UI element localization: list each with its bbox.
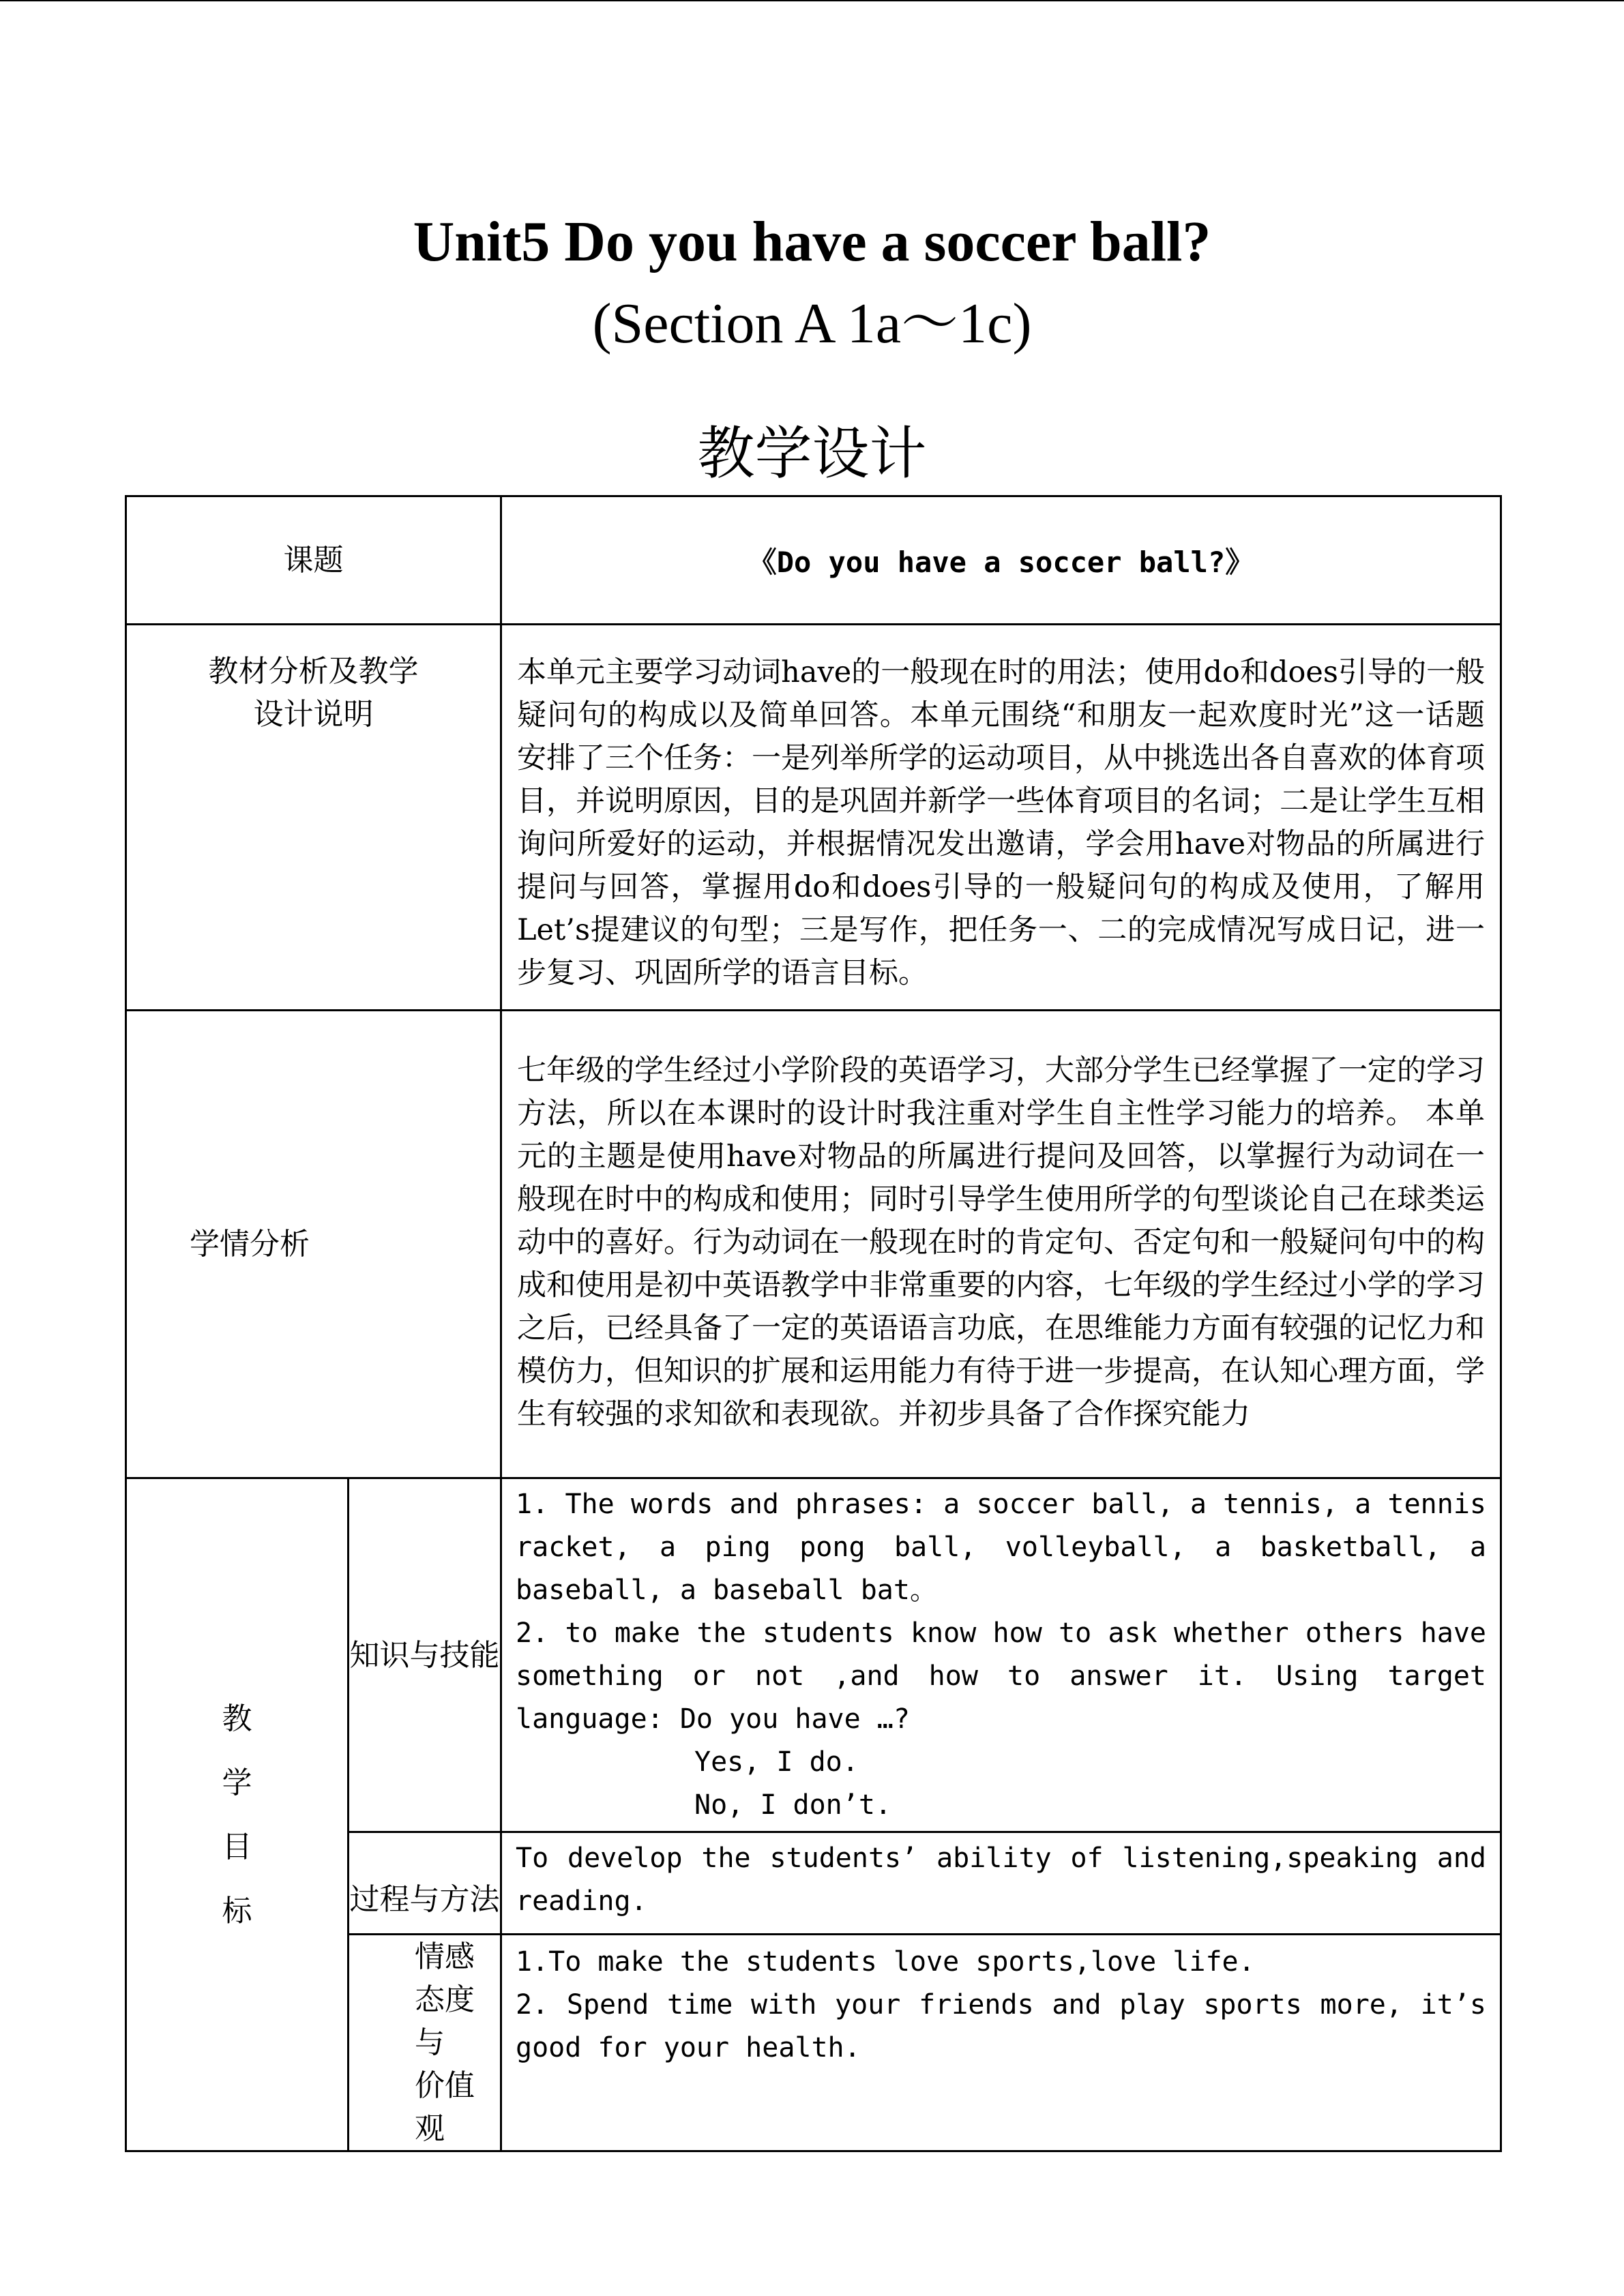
analysis-label-cell	[126, 625, 501, 1011]
topic-label: 课题	[126, 496, 501, 625]
topic-value: 《Do you have a soccer ball?》	[501, 496, 1501, 625]
topic-row	[126, 496, 1501, 625]
knowledge-text-1: 1. The words and phrases: a soccer ball, a tennis, a tennis racket, a ping pong ball, volleyball, a basketball, a baseball, a baseball bat。	[516, 1489, 1486, 1606]
knowledge-row	[126, 1478, 1501, 1832]
emotion-label-line1: 情感态度与	[415, 1939, 475, 2060]
analysis-label-line1: 教材分析及教学	[208, 654, 419, 689]
analysis-label-line2: 设计说明	[253, 697, 374, 732]
analysis-content: 本单元主要学习动词have的一般现在时的用法；使用do和does引导的一般疑问句的构成以及简单回答。本单元围绕“和朋友一起欢度时光”这一话题安排了三个任务：一是列举所学的运动项目，从中挑选出各自喜欢的体育项目，并说明原因，目的是巩固并新学一些体育项目的名词；二是让学生互相询问所爱好的运动，并根据情况发出邀请，学会用have对物品的所属进行提问与回答，掌握用do和does引导的一般疑问句的构成及使用，了解用Let’s提建议的句型；三是写作，把任务一、二的完成情况写成日记，进一步复习、巩固所学的语言目标。	[501, 625, 1501, 1011]
lesson-plan-table	[125, 495, 1502, 2152]
analysis-row	[126, 625, 1501, 1011]
emotion-text-2: 2. Spend time with your friends and play sports more, it’s good for your health.	[516, 1989, 1486, 2063]
emotion-text-1: 1.To make the students love sports,love life.	[516, 1946, 1255, 1978]
objectives-char-4: 标	[222, 1893, 252, 1928]
knowledge-answer-no: No, I don’t.	[694, 1789, 891, 1821]
objectives-char-1: 教	[222, 1701, 252, 1736]
document-subtitle: (Section A 1a～1c)	[592, 292, 1032, 355]
student-row	[126, 1011, 1501, 1478]
objectives-char-3: 目	[222, 1829, 252, 1864]
process-label: 过程与方法	[349, 1832, 501, 1935]
objectives-label-cell	[126, 1478, 349, 2151]
emotion-label-cell	[349, 1935, 501, 2151]
top-border-line	[0, 0, 1624, 1]
emotion-label-line2: 价值观	[415, 2068, 475, 2146]
teaching-design-heading: 教学设计	[697, 420, 927, 487]
knowledge-content	[501, 1478, 1501, 1832]
knowledge-label: 知识与技能	[349, 1478, 501, 1832]
student-label: 学情分析	[126, 1011, 501, 1478]
document-title: Unit5 Do you have a soccer ball?	[413, 210, 1211, 273]
emotion-content	[501, 1935, 1501, 2151]
knowledge-text-2: 2. to make the students know how to ask whether others have something or not ,and how to answer it. Using target language: Do you have …?	[516, 1617, 1486, 1735]
process-content: To develop the students’ ability of listening,speaking and reading.	[501, 1832, 1501, 1935]
objectives-char-2: 学	[222, 1765, 252, 1800]
student-content: 七年级的学生经过小学阶段的英语学习，大部分学生已经掌握了一定的学习方法，所以在本课时的设计时我注重对学生自主性学习能力的培养。 本单元的主题是使用have对物品的所属进行提问及回答，以掌握行为动词在一般现在时中的构成和使用；同时引导学生使用所学的句型谈论自己在球类运动中的喜好。行为动词在一般现在时的肯定句、否定句和一般疑问句中的构成和使用是初中英语教学中非常重要的内容，七年级的学生经过小学的学习之后，已经具备了一定的英语语言功底，在思维能力方面有较强的记忆力和模仿力，但知识的扩展和运用能力有待于进一步提高，在认知心理方面，学生有较强的求知欲和表现欲。并初步具备了合作探究能力	[501, 1011, 1501, 1478]
knowledge-answer-yes: Yes, I do.	[694, 1746, 859, 1778]
